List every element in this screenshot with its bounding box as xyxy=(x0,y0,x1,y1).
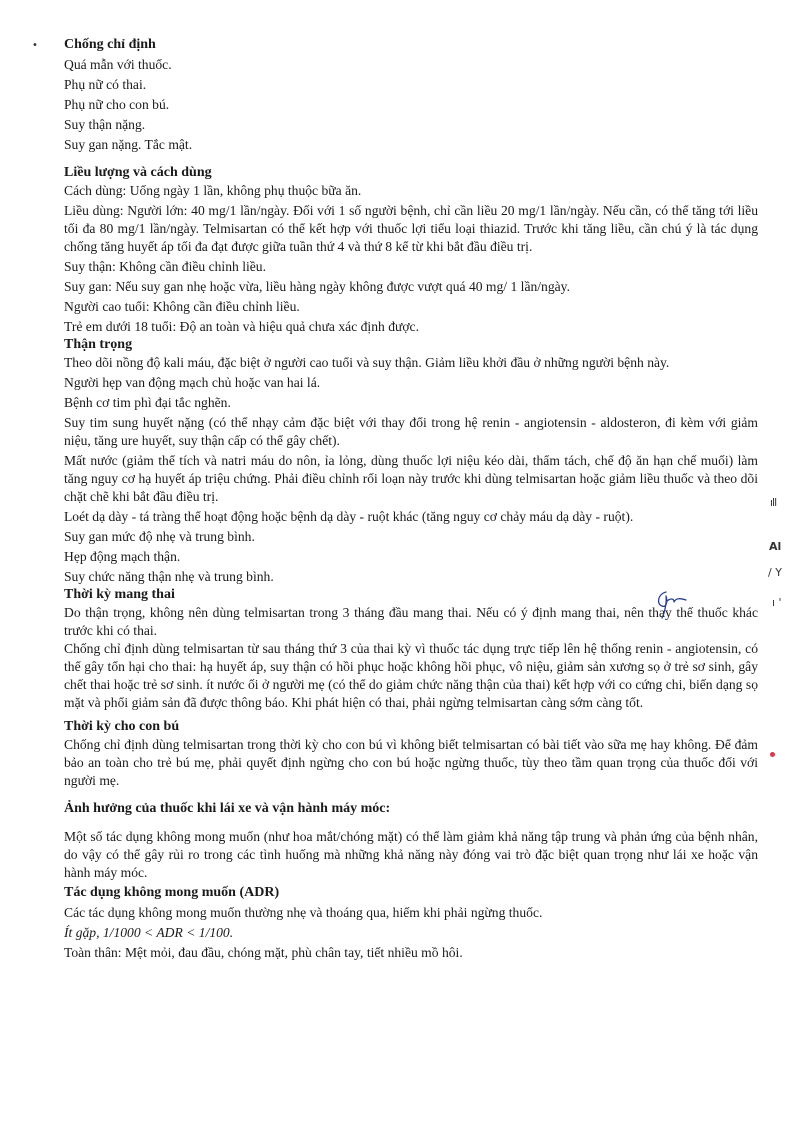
lactation-heading: Thời kỳ cho con bú xyxy=(64,719,180,734)
dosage-line: Suy gan: Nếu suy gan nhẹ hoặc vừa, liều hàng ngày không được vượt quá 40 mg/ 1 lần/ngày. xyxy=(64,279,570,294)
contraindication-line: Phụ nữ có thai. xyxy=(64,77,147,92)
adr-intro: Các tác dụng không mong muốn thường nhẹ và thoáng qua, hiếm khi phải ngừng thuốc. xyxy=(64,905,543,920)
precaution-line: Mất nước (giảm thể tích và natri máu do nôn, ỉa lỏng, dùng thuốc lợi niệu kéo dài, thẩm tách, chế độ ăn hạn chế muối) làm tăng nguy cơ hạ huyết áp triệu chứng. Phải điều chỉnh rối loạn này trước khi dùng telmisartan hoặc giảm liều thuốc và theo dõi chặt chẽ khi bắt đầu điều trị. xyxy=(64,453,758,504)
precaution-line: Bệnh cơ tim phì đại tắc nghẽn. xyxy=(64,395,231,410)
margin-mark: / Y xyxy=(768,566,782,579)
dosage-line: Cách dùng: Uống ngày 1 lần, không phụ thuộc bữa ăn. xyxy=(64,183,362,198)
dosage-line: Suy thận: Không cần điều chỉnh liều. xyxy=(64,259,266,274)
precaution-line: Suy tim sung huyết nặng (có thể nhạy cảm đặc biệt với thay đổi trong hệ renin - angiotensin - aldosteron, đi kèm với giảm niệu, tăng ure huyết, suy thận cấp có thể gây chết). xyxy=(64,415,758,448)
pregnancy-heading: Thời kỳ mang thai xyxy=(64,587,175,602)
handwritten-signature xyxy=(652,586,692,620)
pregnancy-paragraph: Chống chỉ định dùng telmisartan từ sau tháng thứ 3 của thai kỳ vì thuốc tác dụng trực tiếp lên hệ thống renin - angiotensin, có thể gây tổn hại cho thai: hạ huyết áp, suy thận có hồi phục hoặc không hồi phục, vô niệu, giảm sản xương sọ ở trẻ sơ sinh, gây chết thai hoặc trẻ sơ sinh. ít nước ối ở người mẹ (có thể do giảm chức năng thận của thai) kết hợp với co cứng chi, biến dạng sọ mặt và phổi giảm sản đã được thông báo. Khi phát hiện có thai, phải ngừng telmisartan càng sớm càng tốt. xyxy=(64,641,758,710)
margin-mark: ıll xyxy=(770,496,777,509)
pregnancy-paragraph: Do thận trọng, không nên dùng telmisartan trong 3 tháng đầu mang thai. Nếu có ý định mang thai, nên thay thế thuốc khác trước khi có thai. xyxy=(64,605,758,638)
adr-heading: Tác dụng không mong muốn (ADR) xyxy=(64,885,280,900)
precaution-line: Suy gan mức độ nhẹ và trung bình. xyxy=(64,529,255,544)
contraindication-line: Phụ nữ cho con bú. xyxy=(64,97,170,112)
contraindication-line: Suy thận nặng. xyxy=(64,117,146,132)
contraindications-heading: Chống chỉ định xyxy=(64,37,156,52)
lactation-paragraph: Chống chỉ định dùng telmisartan trong thời kỳ cho con bú vì không biết telmisartan có bài tiết vào sữa mẹ hay không. Để đảm bảo an toàn cho trẻ bú mẹ, phải quyết định ngừng cho con bú hoặc ngừng thuốc, tùy theo tầm quan trọng của thuốc đối với người mẹ. xyxy=(64,737,758,788)
driving-paragraph: Một số tác dụng không mong muốn (như hoa mắt/chóng mặt) có thể làm giảm khả năng tập trung và phản ứng của bệnh nhân, do vậy có thể gây rủi ro trong các tình huống mà những khả năng này đóng vai trò đặc biệt quan trọng như lái xe hoặc vận hành máy móc. xyxy=(64,829,758,880)
document-page xyxy=(64,36,758,962)
precaution-line: Loét dạ dày - tá tràng thể hoạt động hoặc bệnh dạ dày - ruột khác (tăng nguy cơ chảy máu dạ dày - ruột). xyxy=(64,509,634,524)
dosage-line: Trẻ em dưới 18 tuổi: Độ an toàn và hiệu quả chưa xác định được. xyxy=(64,319,419,334)
margin-mark: Al xyxy=(769,540,782,553)
dosage-line: Người cao tuổi: Không cần điều chỉnh liều. xyxy=(64,299,300,314)
margin-mark: ı ' xyxy=(772,596,782,609)
contraindication-line: Quá mẫn với thuốc. xyxy=(64,57,172,72)
dosage-heading: Liều lượng và cách dùng xyxy=(64,165,212,180)
red-stamp-mark xyxy=(770,752,775,757)
precaution-line: Người hẹp van động mạch chủ hoặc van hai lá. xyxy=(64,375,321,390)
dosage-line: Liều dùng: Người lớn: 40 mg/1 lần/ngày. Đối với 1 số người bệnh, chỉ cần liều 20 mg/1 lần/ngày. Nếu cần, có thể tăng tới liều tối đa 80 mg/1 lần/ngày. Telmisartan có thể kết hợp với thuốc lợi tiểu loại thiazid. Trước khi tăng liều, cần chú ý là tác dụng chống tăng huyết áp tối đa đạt được giữa tuần thứ 4 và thứ 8 kể từ khi bắt đầu điều trị. xyxy=(64,203,758,254)
adr-general: Toàn thân: Mệt mỏi, đau đầu, chóng mặt, phù chân tay, tiết nhiều mồ hôi. xyxy=(64,945,463,960)
precautions-heading: Thận trọng xyxy=(64,337,133,352)
precaution-line: Hẹp động mạch thận. xyxy=(64,549,181,564)
precaution-line: Suy chức năng thận nhẹ và trung bình. xyxy=(64,569,274,584)
adr-frequency: Ít gặp, 1/1000 < ADR < 1/100. xyxy=(64,925,234,940)
driving-heading: Ảnh hưởng của thuốc khi lái xe và vận hành máy móc: xyxy=(64,801,391,816)
margin-dot: • xyxy=(32,40,38,51)
contraindication-line: Suy gan nặng. Tắc mật. xyxy=(64,137,193,152)
precaution-line: Theo dõi nồng độ kali máu, đặc biệt ở người cao tuổi và suy thận. Giảm liều khởi đầu ở những người bệnh này. xyxy=(64,355,670,370)
